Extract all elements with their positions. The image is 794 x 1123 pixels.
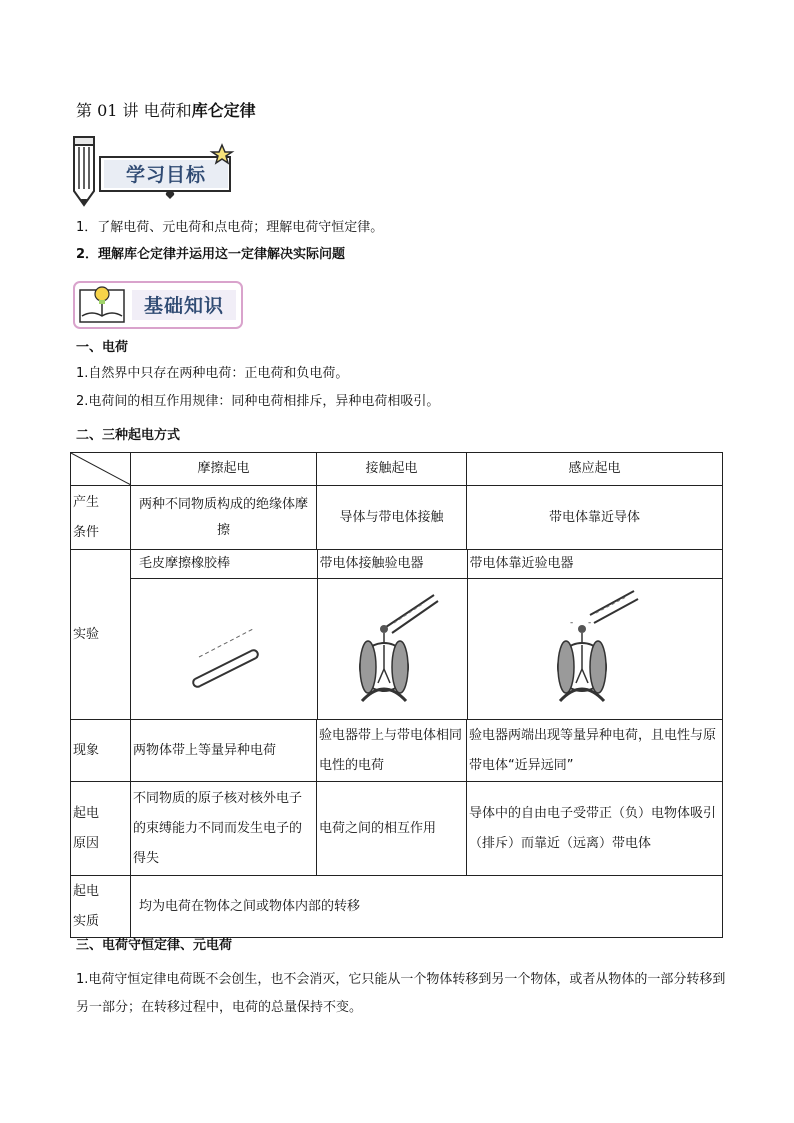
section1-heading: 一、电荷 [76, 340, 129, 355]
row-label-phenomenon: 现象 [71, 720, 131, 782]
caption-contact: 带电体接触验电器 [317, 550, 467, 579]
pencil-icon [74, 137, 94, 205]
cell-cause-induction: 导体中的自由电子受带正（负）电物体吸引（排斥）而靠近（远离）带电体 [467, 782, 723, 876]
cell-essence: 均为电荷在物体之间或物体内部的转移 [131, 876, 723, 938]
svg-text:-: - [569, 618, 573, 628]
row-label-condition: 产生 条件 [71, 486, 131, 550]
row-label-essence: 起电 实质 [71, 876, 131, 938]
heart-icon [166, 191, 174, 199]
table-row [71, 486, 723, 550]
cell-cause-contact: 电荷之间的相互作用 [317, 782, 467, 876]
cell-phenomenon-induction: 验电器两端出现等量异种电荷，且电性与原带电体“近异远同” [467, 720, 723, 782]
caption-friction: 毛皮摩擦橡胶棒 [131, 550, 317, 579]
learning-goals-label: 学习目标 [125, 164, 206, 186]
table-row [71, 782, 723, 876]
section3-paragraph: 1.电荷守恒定律电荷既不会创生，也不会消灭，它只能从一个物体转移到另一个物体，或者从物体的一部分转移到另一部分；在转移过程中，电荷的总量保持不变。 [76, 972, 726, 1015]
basic-knowledge-label: 基础知识 [143, 295, 224, 317]
experiment-subtable [131, 550, 723, 719]
caption-induction: 带电体靠近验电器 [467, 550, 723, 579]
table-header-row [71, 453, 723, 486]
table-row [71, 876, 723, 938]
row-label-cause: 起电 原因 [71, 782, 131, 876]
header-friction: 摩擦起电 [131, 453, 317, 486]
electrification-table [70, 452, 723, 938]
lesson-title: 第 01 讲 电荷和库仑定律 [76, 101, 256, 120]
electroscope-induction-illustration [468, 579, 722, 707]
header-induction: 感应起电 [467, 453, 723, 486]
section2-heading: 二、三种起电方式 [76, 428, 181, 443]
diagonal-line [71, 453, 131, 485]
section1-item-1: 1.自然界中只存在两种电荷：正电荷和负电荷。 [76, 366, 349, 381]
rubber-rod-illustration [131, 579, 315, 707]
svg-text:-: - [587, 618, 591, 628]
cell-condition-induction: 带电体靠近导体 [467, 486, 723, 550]
objective-1: 1．了解电荷、元电荷和点电荷；理解电荷守恒定律。 [76, 220, 384, 235]
electroscope-contact-illustration [318, 579, 466, 707]
section3-heading: 三、电荷守恒定律、元电荷 [76, 938, 233, 953]
objective-2: 2．理解库仑定律并运用这一定律解决实际问题 [76, 247, 346, 262]
section1-item-2: 2.电荷间的相互作用规律：同种电荷相排斥，异种电荷相吸引。 [76, 394, 440, 409]
row-label-experiment: 实验 [71, 550, 131, 720]
cell-condition-contact: 导体与带电体接触 [317, 486, 467, 550]
book-bulb-icon [80, 287, 124, 322]
cell-cause-friction: 不同物质的原子核对核外电子的束缚能力不同而发生电子的得失 [131, 782, 317, 876]
cell-phenomenon-contact: 验电器带上与带电体相同电性的电荷 [317, 720, 467, 782]
table-row [71, 720, 723, 782]
cell-phenomenon-friction: 两物体带上等量异种电荷 [131, 720, 317, 782]
cell-condition-friction: 两种不同物质构成的绝缘体摩擦 [131, 486, 317, 550]
table-row [71, 550, 723, 720]
diagonal-corner-cell [71, 453, 131, 486]
header-contact: 接触起电 [317, 453, 467, 486]
